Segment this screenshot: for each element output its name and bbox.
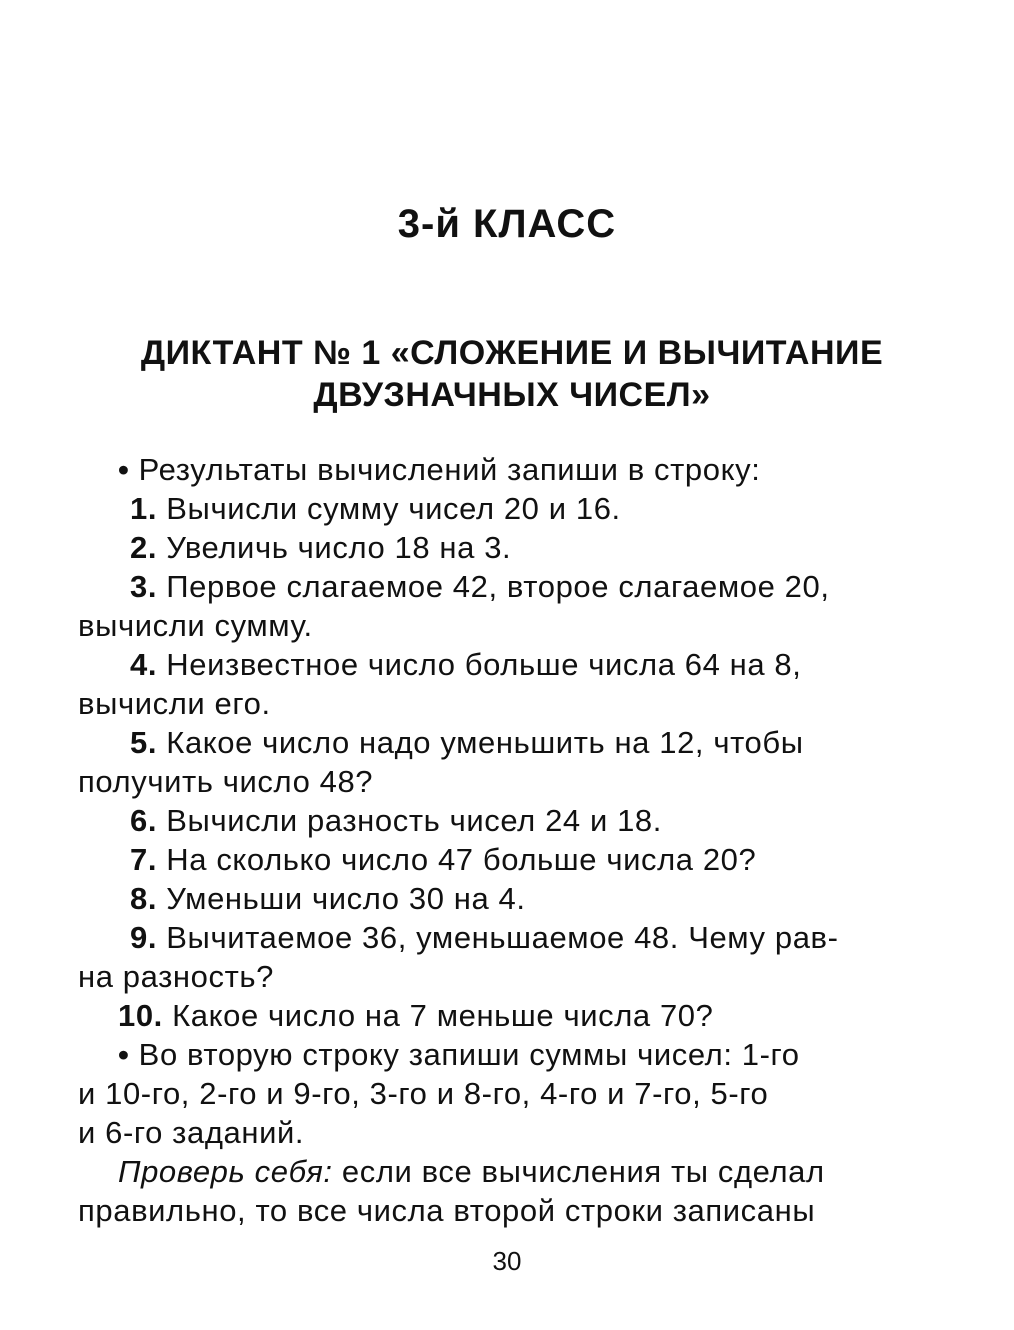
task-number: 4. xyxy=(130,647,158,682)
task-3 xyxy=(78,567,944,606)
task-number: 10. xyxy=(118,998,163,1033)
dictation-title-line-2: ДВУЗНАЧНЫХ ЧИСЕЛ» xyxy=(313,376,711,414)
task-text: Вычитаемое 36, уменьшаемое 48. Чему рав- xyxy=(166,920,839,955)
task-5 xyxy=(78,723,944,762)
task-text: Уменьши число 30 на 4. xyxy=(166,881,526,916)
task-text: Вычисли разность чисел 24 и 18. xyxy=(166,803,662,838)
task-5-continuation: получить число 48? xyxy=(78,764,374,799)
task-number: 5. xyxy=(130,725,158,760)
task-1 xyxy=(78,489,944,528)
task-9-continuation: на разность? xyxy=(78,959,274,994)
self-check-label: Проверь себя: xyxy=(118,1154,333,1189)
task-text: Вычисли сумму чисел 20 и 16. xyxy=(166,491,621,526)
task-number: 6. xyxy=(130,803,158,838)
task-4-continuation: вычисли его. xyxy=(78,686,271,721)
instruction-1-text: Результаты вычислений запиши в строку: xyxy=(138,452,761,487)
instruction-2-line-3: и 6-го заданий. xyxy=(78,1115,305,1150)
self-check-text: если все вычисления ты сделал xyxy=(341,1154,825,1189)
instruction-1 xyxy=(78,450,944,489)
task-number: 1. xyxy=(130,491,158,526)
task-2 xyxy=(78,528,944,567)
exercise-body xyxy=(78,450,944,1230)
task-6 xyxy=(78,801,944,840)
task-number: 8. xyxy=(130,881,158,916)
dictation-title xyxy=(60,332,964,416)
task-number: 3. xyxy=(130,569,158,604)
task-7 xyxy=(78,840,944,879)
task-3-continuation: вычисли сумму. xyxy=(78,608,313,643)
grade-title: 3-й КЛАСС xyxy=(397,202,617,246)
instruction-2-text: Во вторую строку запиши суммы чисел: 1-го xyxy=(138,1037,800,1072)
task-text: Какое число на 7 меньше числа 70? xyxy=(172,998,714,1033)
task-9 xyxy=(78,918,944,957)
task-number: 7. xyxy=(130,842,158,877)
instruction-2 xyxy=(78,1035,944,1074)
instruction-2-line-2: и 10-го, 2-го и 9-го, 3-го и 8-го, 4-го и 7-го, 5-го xyxy=(78,1076,769,1111)
task-text: Первое слагаемое 42, второе слагаемое 20, xyxy=(166,569,830,604)
self-check-line-2: правильно, то все числа второй строки записаны xyxy=(78,1193,816,1228)
task-number: 2. xyxy=(130,530,158,565)
task-text: Неизвестное число больше числа 64 на 8, xyxy=(166,647,802,682)
bullet-icon: • xyxy=(118,452,130,487)
task-8 xyxy=(78,879,944,918)
page-number: 30 xyxy=(492,1246,522,1276)
task-10 xyxy=(78,996,944,1035)
task-text: Какое число надо уменьшить на 12, чтобы xyxy=(166,725,804,760)
task-4 xyxy=(78,645,944,684)
dictation-title-line-1: ДИКТАНТ № 1 «СЛОЖЕНИЕ И ВЫЧИТАНИЕ xyxy=(140,334,884,372)
self-check xyxy=(78,1152,944,1191)
task-number: 9. xyxy=(130,920,158,955)
task-text: На сколько число 47 больше числа 20? xyxy=(166,842,757,877)
task-text: Увеличь число 18 на 3. xyxy=(166,530,512,565)
bullet-icon: • xyxy=(118,1037,130,1072)
